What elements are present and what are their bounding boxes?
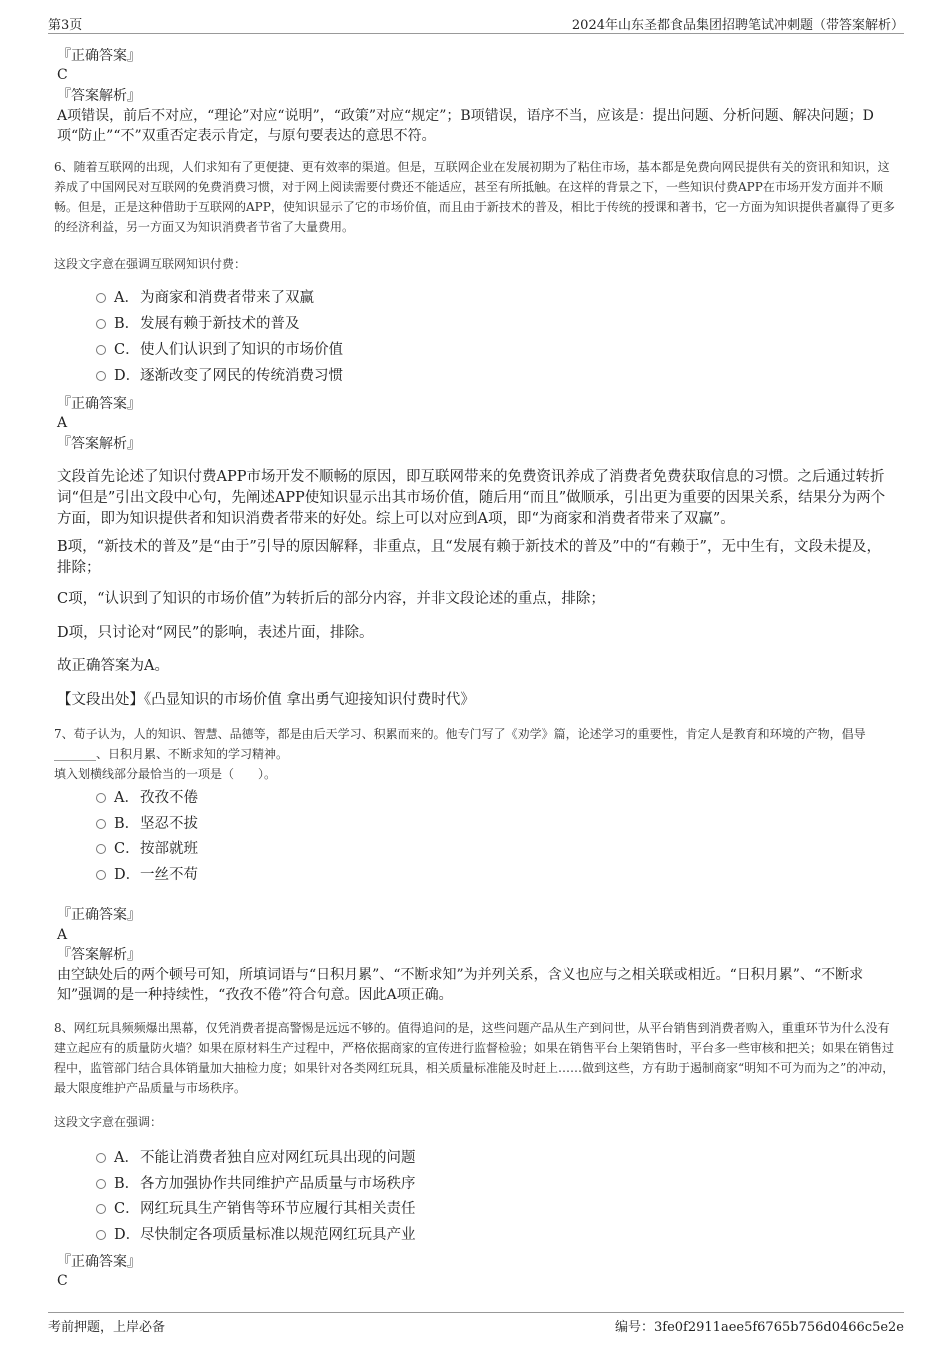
q6-explanation-p1: 文段首先论述了知识付费APP市场开发不顺畅的原因，即互联网带来的免费资讯养成了消费者免费获取信息的习惯。之后通过转折词“但是”引出文段中心句，先阐述APP使知识显示出其市场价值，随后用“而且”做顺承，引出更为重要的因果关系，结果分为两个方面，即为知识提供者和知识消费者带来的好处。综上可以对应到A项，即“为商家和消费者带来了双赢”。 — [57, 469, 886, 527]
page-header — [48, 14, 904, 34]
q7-explanation: 由空缺处后的两个顿号可知，所填词语与“日积月累”、“不断求知”为并列关系，含义也应与之相关联或相近。“日积月累”、“不断求知”强调的是一种持续性，“孜孜不倦”符合句意。因此A项正确。 — [57, 967, 864, 1003]
radio-icon[interactable] — [96, 1153, 106, 1163]
radio-icon[interactable] — [96, 819, 106, 829]
radio-icon[interactable] — [96, 293, 106, 303]
q8-option-c[interactable]: C．网红玩具生产销售等环节应履行其相关责任 — [96, 1199, 416, 1219]
q5-explanation-label: 『答案解析』 — [57, 88, 141, 104]
radio-icon[interactable] — [96, 1230, 106, 1240]
q7-option-c[interactable]: C．按部就班 — [96, 839, 198, 859]
radio-icon[interactable] — [96, 870, 106, 880]
q6-explanation-p3: C项，“认识到了知识的市场价值”为转折后的部分内容，并非文段论述的重点，排除； — [57, 591, 605, 607]
q5-answer-label: 『正确答案』 — [57, 48, 141, 64]
q8-answer: C — [57, 1273, 68, 1289]
q5-explanation: A项错误，前后不对应，“理论”对应“说明”，“政策”对应“规定”；B项错误，语序不当，应该是：提出问题、分析问题、解决问题；D项“防止”“不”双重否定表示肯定，与原句要表达的意思不符。 — [57, 108, 874, 144]
q7-option-b[interactable]: B．坚忍不拔 — [96, 814, 198, 834]
q7-explanation-label: 『答案解析』 — [57, 947, 141, 963]
document-title: 2024年山东圣都食品集团招聘笔试冲刺题（带答案解析） — [571, 18, 904, 33]
radio-icon[interactable] — [96, 844, 106, 854]
q6-option-a[interactable]: A．为商家和消费者带来了双赢 — [96, 288, 314, 308]
q5-answer: C — [57, 67, 68, 83]
q8-prompt: 这段文字意在强调： — [54, 1115, 163, 1129]
radio-icon[interactable] — [96, 371, 106, 381]
q6-explanation-p4: D项，只讨论对“网民”的影响，表述片面，排除。 — [57, 625, 374, 641]
radio-icon[interactable] — [96, 1179, 106, 1189]
footer-serial: 编号：3fe0f2911aee5f6765b756d0466c5e2e — [615, 1320, 904, 1335]
q7-option-a[interactable]: A．孜孜不倦 — [96, 788, 198, 808]
q8-option-a[interactable]: A．不能让消费者独自应对网红玩具出现的问题 — [96, 1148, 416, 1168]
q6-answer-label: 『正确答案』 — [57, 396, 141, 412]
q8-option-b[interactable]: B．各方加强协作共同维护产品质量与市场秩序 — [96, 1174, 416, 1194]
radio-icon[interactable] — [96, 793, 106, 803]
page-number: 第3页 — [48, 18, 83, 33]
q8-stem: 8、网红玩具频频爆出黑幕，仅凭消费者提高警惕是远远不够的。值得追问的是，这些问题产品从生产到问世，从平台销售到消费者购入，重重环节为什么没有建立起应有的质量防火墙？如果在原材料生产过程中，严格依据商家的宣传进行监督检验；如果在销售平台上架销售时，平台多一些审核和把关；如果在销售过程中，监管部门结合具体销量加大抽检力度；如果针对各类网红玩具，相关质量标准能及时赶上……做到这些，方有助于遏制商家“明知不可为而为之”的冲动，最大限度维护产品质量与市场秩序。 — [54, 1021, 895, 1095]
q6-stem: 6、随着互联网的出现，人们求知有了更便捷、更有效率的渠道。但是，互联网企业在发展初期为了粘住市场，基本都是免费向网民提供有关的资讯和知识，这养成了中国网民对互联网的免费消费习惯，对于网上阅读需要付费还不能适应，甚至有所抵触。在这样的背景之下，一些知识付费APP在市场开发方面并不顺畅。但是，正是这种借助于互联网的APP，使知识显示了它的市场价值，而且由于新技术的普及，相比于传统的授课和著书，它一方面为知识提供者赢得了更多的经济利益，另一方面又为知识消费者节省了大量费用。 — [54, 160, 895, 234]
radio-icon[interactable] — [96, 1204, 106, 1214]
q8-option-d[interactable]: D．尽快制定各项质量标准以规范网红玩具产业 — [96, 1225, 416, 1245]
radio-icon[interactable] — [96, 319, 106, 329]
q8-answer-label: 『正确答案』 — [57, 1254, 141, 1270]
q6-prompt: 这段文字意在强调互联网知识付费： — [54, 257, 247, 271]
q7-stem: 7、荀子认为，人的知识、智慧、品德等，都是由后天学习、积累而来的。他专门写了《劝学》篇，论述学习的重要性，肯定人是教育和环境的产物，倡导_______、日积月累、不断求知的学习精神。 — [54, 727, 866, 761]
q6-explanation-p2: B项，“新技术的普及”是“由于”引导的原因解释，非重点，且“发展有赖于新技术的普及”中的“有赖于”，无中生有，文段未提及，排除； — [57, 539, 881, 576]
q6-source: 【文段出处】《凸显知识的市场价值 拿出勇气迎接知识付费时代》 — [57, 692, 475, 708]
q6-answer: A — [57, 415, 68, 431]
q7-answer-label: 『正确答案』 — [57, 907, 141, 923]
q7-prompt: 填入划横线部分最恰当的一项是（ ）。 — [54, 767, 277, 781]
q6-explanation-p5: 故正确答案为A。 — [57, 658, 169, 674]
radio-icon[interactable] — [96, 345, 106, 355]
q7-answer: A — [57, 927, 68, 943]
q6-option-d[interactable]: D．逐渐改变了网民的传统消费习惯 — [96, 366, 343, 386]
q6-option-c[interactable]: C．使人们认识到了知识的市场价值 — [96, 340, 343, 360]
page-footer — [48, 1312, 904, 1335]
q6-option-b[interactable]: B．发展有赖于新技术的普及 — [96, 314, 300, 334]
footer-slogan: 考前押题，上岸必备 — [48, 1320, 166, 1335]
q6-explanation-label: 『答案解析』 — [57, 436, 141, 452]
q7-option-d[interactable]: D．一丝不苟 — [96, 865, 198, 885]
